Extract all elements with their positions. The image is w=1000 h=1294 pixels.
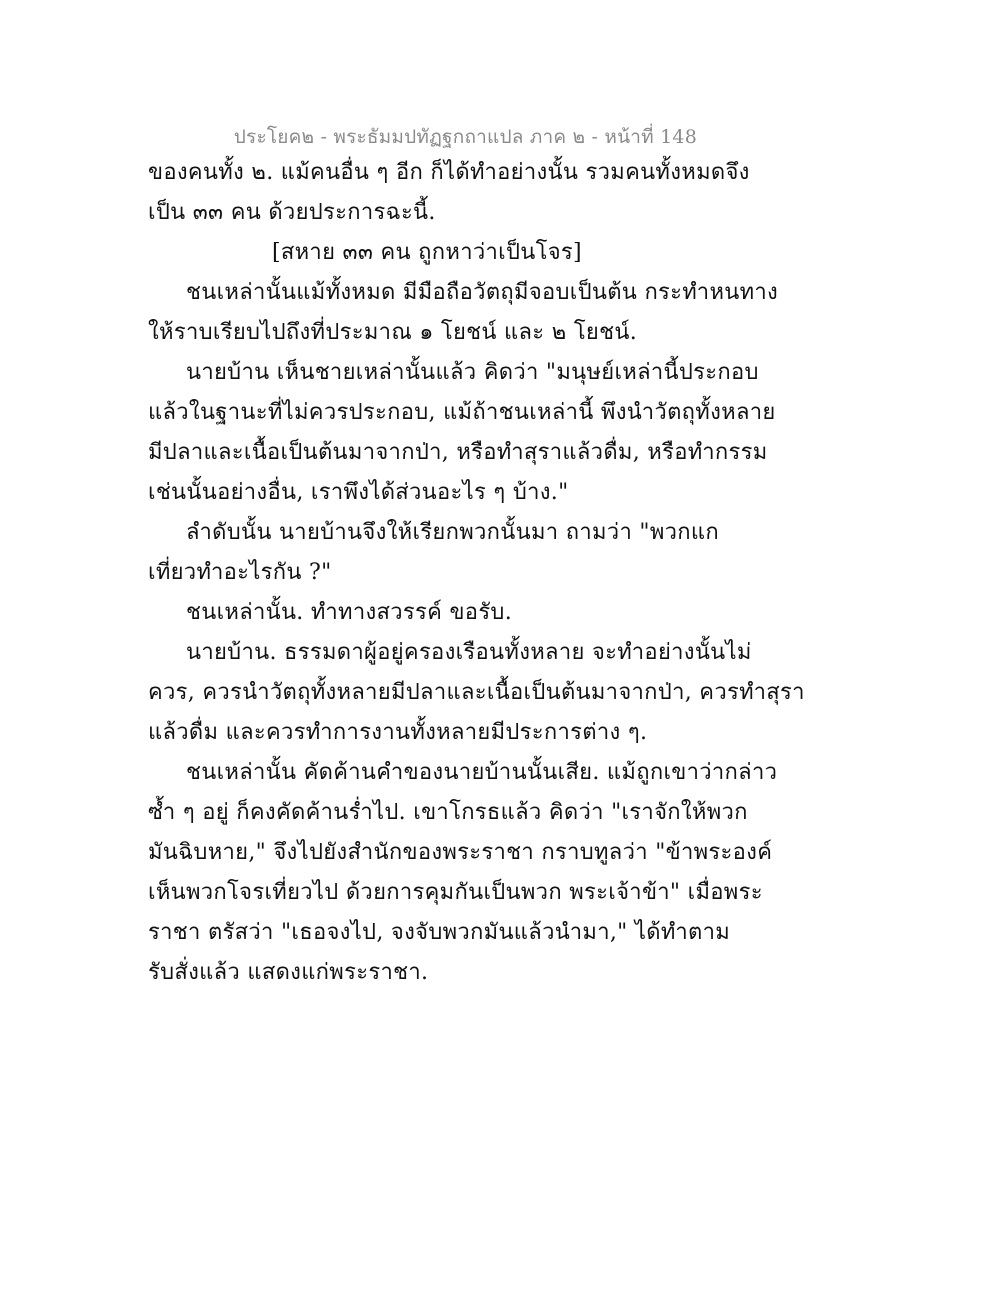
body-line: ชนเหล่านั้น คัดค้านคำของนายบ้านนั้นเสีย. แม้ถูกเขาว่ากล่าว [186, 760, 778, 785]
body-line: นายบ้าน เห็นชายเหล่านั้นแล้ว คิดว่า "มนุษย์เหล่านี้ประกอบ [186, 360, 759, 385]
body-line: แล้วในฐานะที่ไม่ควรประกอบ, แม้ถ้าชนเหล่านี้ พึงนำวัตถุทั้งหลาย [148, 400, 776, 425]
body-line: มันฉิบหาย," จึงไปยังสำนักของพระราชา กราบทูลว่า "ข้าพระองค์ [148, 840, 773, 865]
page-header: ประโยค๒ - พระธัมมปทัฏฐกถาแปล ภาค ๒ - หน้าที่ 148 [233, 126, 697, 148]
body-line: ให้ราบเรียบไปถึงที่ประมาณ ๑ โยชน์ และ ๒ โยชน์. [148, 320, 637, 345]
body-line: เห็นพวกโจรเที่ยวไป ด้วยการคุมกันเป็นพวก พระเจ้าข้า" เมื่อพระ [148, 880, 763, 905]
body-line: ชนเหล่านั้นแม้ทั้งหมด มีมือถือวัตถุมีจอบเป็นต้น กระทำหนทาง [186, 280, 779, 305]
body-line: รับสั่งแล้ว แสดงแก่พระราชา. [148, 960, 429, 985]
body-line: ของคนทั้ง ๒. แม้คนอื่น ๆ อีก ก็ได้ทำอย่างนั้น รวมคนทั้งหมดจึง [148, 160, 750, 185]
body-line: ชนเหล่านั้น. ทำทางสวรรค์ ขอรับ. [186, 600, 512, 625]
body-line: ลำดับนั้น นายบ้านจึงให้เรียกพวกนั้นมา ถามว่า "พวกแก [186, 520, 719, 545]
body-line: ซ้ำ ๆ อยู่ ก็คงคัดค้านร่ำไป. เขาโกรธแล้ว คิดว่า "เราจักให้พวก [148, 800, 748, 825]
body-line: มีปลาและเนื้อเป็นต้นมาจากป่า, หรือทำสุราแล้วดื่ม, หรือทำกรรม [148, 440, 768, 465]
body-line: แล้วดื่ม และควรทำการงานทั้งหลายมีประการต่าง ๆ. [148, 720, 648, 745]
body-line: นายบ้าน. ธรรมดาผู้อยู่ครองเรือนทั้งหลาย จะทำอย่างนั้นไม่ [186, 640, 752, 665]
body-line: เช่นนั้นอย่างอื่น, เราพึงได้ส่วนอะไร ๆ บ้าง." [148, 480, 569, 505]
section-heading: [สหาย ๓๓ คน ถูกหาว่าเป็นโจร] [272, 240, 582, 265]
body-line: ควร, ควรนำวัตถุทั้งหลายมีปลาและเนื้อเป็นต้นมาจากป่า, ควรทำสุรา [148, 680, 805, 705]
body-line: เที่ยวทำอะไรกัน ?" [148, 560, 332, 585]
body-line: ราชา ตรัสว่า "เธอจงไป, จงจับพวกมันแล้วนำมา," ได้ทำตาม [148, 920, 731, 945]
body-line: เป็น ๓๓ คน ด้วยประการฉะนี้. [148, 200, 436, 225]
